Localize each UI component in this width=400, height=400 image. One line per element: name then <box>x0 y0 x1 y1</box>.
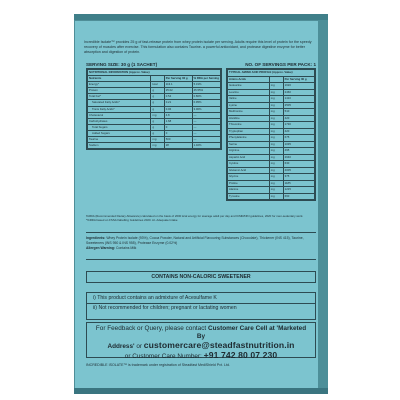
amino-name: Methionine <box>228 109 270 116</box>
nutrient-rda: 45.55% <box>192 88 220 94</box>
amino-caption: TYPICAL AMINO ACID PROFILE (Approx. Value) <box>228 70 315 77</box>
nutrient-value: 0.21 <box>164 100 192 106</box>
divider <box>87 303 315 304</box>
amino-unit: mg <box>269 89 283 96</box>
nutrient-name: Energy* <box>88 82 151 88</box>
nutrient-name: Carbohydrates <box>88 118 151 124</box>
nutrient-value: 28 <box>164 143 192 149</box>
ingredients-text: Whey Protein Isolate (93%), Cocoa Powder, Natural and Artificial Flavouring Substances (Chocolate), Thickener (INS 415), Taurine, Sweeteners (INS 950 & INS 955), Protease Enzyme (0.02%) <box>86 236 304 245</box>
nutrient-rda: — <box>192 112 220 118</box>
nutrient-rda: 0.80% <box>192 94 220 100</box>
amino-unit: mg <box>269 167 283 174</box>
amino-value: 675 <box>283 135 314 142</box>
nutrient-value: 0 <box>164 124 192 130</box>
amino-name: Aspartic Acid <box>228 154 270 161</box>
rda-note-2: *%RDA based on FSSAI labelling Guidelines 2020. AI- Adequate Intake <box>86 218 178 223</box>
nutrient-unit: g <box>151 118 164 124</box>
nutrient-unit: mg <box>151 112 164 118</box>
amino-unit: mg <box>269 193 283 200</box>
amino-value: 1730 <box>283 122 314 129</box>
amino-name: Tyrosine <box>228 193 270 200</box>
ingredients-section <box>86 236 316 250</box>
amino-value: 1035 <box>283 141 314 148</box>
nutrient-value: 0.06 <box>164 106 192 112</box>
nutrient-name: Total Sugars <box>88 124 151 130</box>
amino-value: 495 <box>283 148 314 155</box>
nutrition-rows <box>88 82 221 149</box>
amino-value: 4005 <box>283 167 314 174</box>
amino-header-name: Amino Acids <box>228 76 270 83</box>
nutrient-value: 113.1 <box>164 82 192 88</box>
nutrient-rda: 3.00% <box>192 106 220 112</box>
amino-name: Valine <box>228 96 270 103</box>
nutrient-name: Added Sugars <box>88 130 151 136</box>
nutrient-name: Cholesterol <box>88 112 151 118</box>
amino-unit: mg <box>269 148 283 155</box>
nutrient-name: Protein <box>88 88 151 94</box>
pack-side-edge <box>318 20 328 390</box>
serving-size: SERVING SIZE: 30 g (1 SACHET) <box>86 62 158 67</box>
contact-line-2 <box>91 341 311 351</box>
nutrient-value: 4.8 <box>164 112 192 118</box>
nutrient-value: 1.68 <box>164 118 192 124</box>
pack-bottom-edge <box>74 388 328 394</box>
rda-note-1: %RDA (Recommended Dietary Allowance) calculated on the basis of 2000 kcal energy for average adult per day and ICMR/NIN guidelines, 2020 for men-sedentary work. <box>86 214 304 218</box>
amino-unit: mg <box>269 122 283 129</box>
nutrient-unit: g <box>151 100 164 106</box>
amino-value: 2460 <box>283 89 314 96</box>
amino-value: 1185 <box>283 180 314 187</box>
nutrient-rda: — <box>192 118 220 124</box>
amino-name: Glycine <box>228 174 270 181</box>
nutrient-rda: 1.40% <box>192 143 220 149</box>
nutrient-unit: g <box>151 88 164 94</box>
warning-line-2: ii) Not recommended for children; pregnant or lactating women <box>93 305 237 312</box>
amino-unit: mg <box>269 135 283 142</box>
nutrient-value: 25.02 <box>164 88 192 94</box>
nutrition-header-nutrients: Nutrients <box>88 76 151 82</box>
nutrition-header-serving: Per Serving 30 g <box>164 76 192 82</box>
contact-bold: Address' <box>107 342 135 350</box>
warning-line-1: i) This product contains an admixture of Acesulfame K <box>93 295 217 301</box>
amino-header-serving: Per Serving 30 g <box>283 76 314 83</box>
nutrient-rda: — <box>192 137 220 143</box>
nutrient-rda: — <box>192 130 220 136</box>
nutrient-value: 0 <box>164 130 192 136</box>
amino-name: Threonine <box>228 122 270 129</box>
nutrient-name: Trans Fatty Acids* <box>88 106 151 112</box>
amino-name: Alanine <box>228 187 270 194</box>
nutrient-rda: 0.95% <box>192 100 220 106</box>
sweetener-warning <box>86 292 316 320</box>
intro-text: Incredible Isolate™ provides 25 g of fast-release protein from whey protein isolate per serving. Adults require this level of protein for the speedy recovery of muscles after exercise. This formulation also contains Taurine- a powerful antioxidant, and protease digestive enzyme for better absorption and digestion of protein. <box>84 40 312 54</box>
nutrient-rda: 5.31% <box>192 82 220 88</box>
amino-value: 2505 <box>283 102 314 109</box>
nutrition-row <box>88 100 221 106</box>
amino-unit: mg <box>269 174 283 181</box>
servings-per-pack: NO. OF SERVINGS PER PACK: 1 <box>245 62 316 67</box>
sweetener-banner: CONTAINS NON-CALORIC SWEETENER <box>86 271 316 283</box>
contact-text: or <box>134 342 144 350</box>
nutrient-unit: g <box>151 94 164 100</box>
intro-section <box>84 40 316 55</box>
nutrient-name: Total Fat* <box>88 94 151 100</box>
amino-value: 420 <box>283 115 314 122</box>
amino-name: Leucine <box>228 89 270 96</box>
nutrition-row <box>88 106 221 112</box>
amino-unit: mg <box>269 83 283 90</box>
amino-unit: mg <box>269 102 283 109</box>
nutrient-unit: g <box>151 106 164 112</box>
nutrition-row <box>88 143 221 149</box>
amino-unit: mg <box>269 115 283 122</box>
amino-unit: mg <box>269 154 283 161</box>
amino-name: Arginine <box>228 148 270 155</box>
amino-table-wrap <box>226 68 316 201</box>
amino-name: Cystine <box>228 161 270 168</box>
nutrition-caption: NUTRITIONAL INFORMATION (Approx. Value) <box>88 70 221 76</box>
nutrient-rda: — <box>192 124 220 130</box>
contact-line-3 <box>91 351 311 361</box>
nutrition-header-rda: % RDA per Serving <box>193 76 219 81</box>
nutrient-value: 0.54 <box>164 94 192 100</box>
rda-notes <box>86 214 316 222</box>
trademark-note: INCREDIBLE ISOLATE™ is trademark under registration of Steadfast MediShield Pvt. Ltd. <box>86 363 230 367</box>
contact-text: For Feedback or Query, please contact <box>95 324 208 332</box>
amino-unit: mg <box>269 109 283 116</box>
nutrient-value: 500 <box>164 137 192 143</box>
amino-unit: mg <box>269 161 283 168</box>
contact-email: customercare@steadfastnutrition.in <box>143 339 295 350</box>
divider <box>86 259 316 260</box>
amino-name: Serine <box>228 141 270 148</box>
amino-value: 1215 <box>283 187 314 194</box>
amino-value: 660 <box>283 193 314 200</box>
amino-value: 2640 <box>283 154 314 161</box>
amino-unit: mg <box>269 128 283 135</box>
nutrient-unit: mg <box>151 143 164 149</box>
contact-box <box>86 322 316 358</box>
amino-name: Phenylalanine <box>228 135 270 142</box>
amino-value: 1410 <box>283 96 314 103</box>
amino-unit: mg <box>269 180 283 187</box>
serving-info <box>86 62 316 67</box>
allergen-text: Contains Milk <box>116 245 137 250</box>
nutrient-name: Sodium <box>88 143 151 149</box>
nutrient-unit: g <box>151 130 164 136</box>
amino-row <box>228 193 315 200</box>
contact-phone: +91 742 80 07 230 <box>203 349 278 360</box>
amino-value: 420 <box>283 128 314 135</box>
nutrient-unit: g <box>151 124 164 130</box>
amino-rows <box>228 83 315 200</box>
amino-unit: mg <box>269 96 283 103</box>
nutrient-unit: mg <box>151 137 164 143</box>
amino-name: Tryptophan <box>228 128 270 135</box>
divider <box>86 232 316 233</box>
nutrition-table-wrap <box>86 68 222 150</box>
amino-value: 510 <box>283 109 314 116</box>
amino-unit: mg <box>269 141 283 148</box>
contact-text: or Customer Care Number: <box>124 352 204 360</box>
nutrient-name: Taurine <box>88 137 151 143</box>
amino-acid-table <box>227 69 315 200</box>
amino-value: 630 <box>283 161 314 168</box>
amino-name: Glutamic Acid <box>228 167 270 174</box>
amino-unit: mg <box>269 187 283 194</box>
nutrient-unit: kcal <box>151 82 164 88</box>
nutrient-name: Saturated Fatty Acids* <box>88 100 151 106</box>
amino-name: Histidine <box>228 115 270 122</box>
amino-value: 1620 <box>283 83 314 90</box>
ingredients-label: Ingredients: <box>86 236 106 240</box>
amino-name: Isoleucine <box>228 83 270 90</box>
allergen-label: Allergen Warning: <box>86 245 116 250</box>
nutrition-table <box>87 69 221 149</box>
amino-name: Proline <box>228 180 270 187</box>
amino-value: 375 <box>283 174 314 181</box>
contact-line-1 <box>91 325 311 341</box>
amino-name: Lysine <box>228 102 270 109</box>
contact-bold: Customer Care Cell at 'Marketed By <box>196 324 307 340</box>
